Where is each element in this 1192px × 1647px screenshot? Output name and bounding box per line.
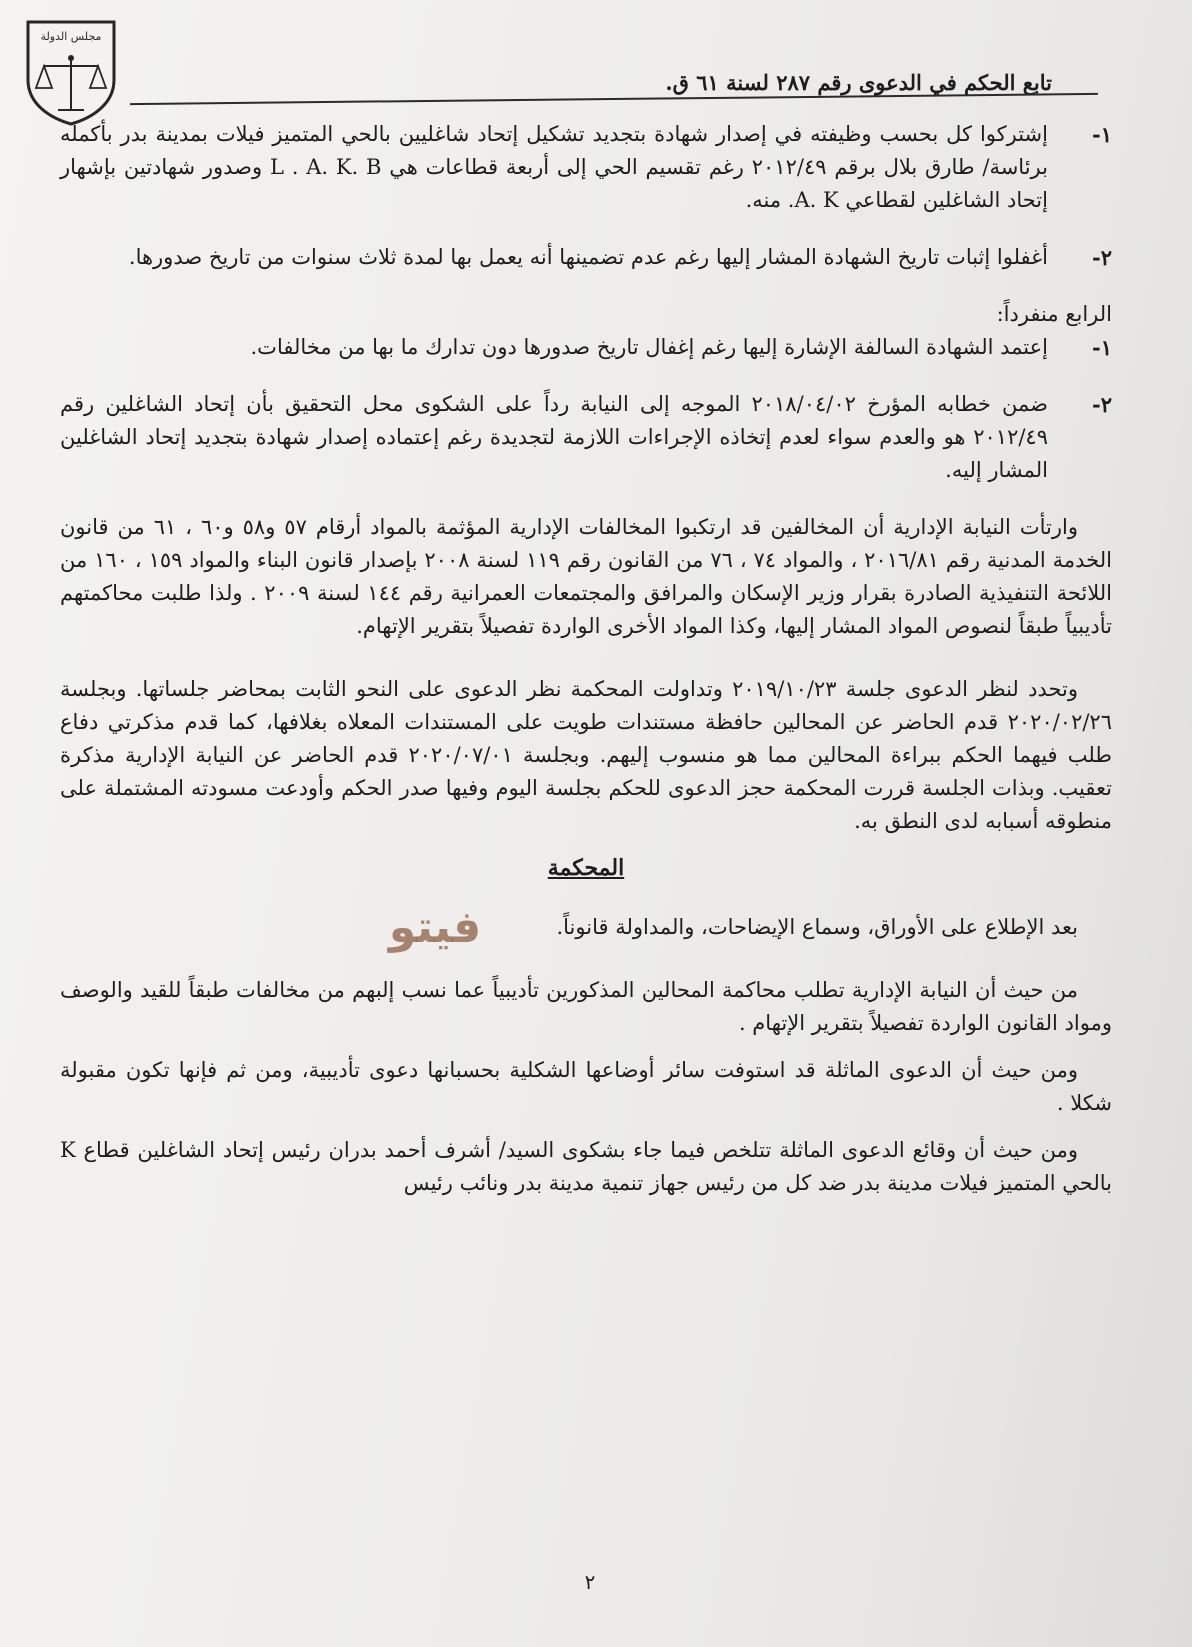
item-number: ١- [1092, 335, 1112, 360]
list-item [60, 241, 1112, 274]
watermark-logo: فيتو [388, 902, 482, 953]
item-number: ١- [1092, 122, 1112, 147]
list-item [60, 388, 1112, 487]
item-text: ضمن خطابه المؤرخ ٢٠١٨/٠٤/٠٢ الموجه إلى النيابة رداً على الشكوى محل التحقيق بأن إتحاد الشاغلين رقم ٢٠١٢/٤٩ هو والعدم سواء لعدم إتخاذه الإجراءات اللازمة لتجديدة رغم إعتماده إصدار شهادة بتجديد إتحاد الشاغلين المشار إليه. [60, 392, 1048, 482]
paragraph-charges: وارتأت النيابة الإدارية أن المخالفين قد ارتكبوا المخالفات الإدارية المؤثمة بالمواد أرقام ٥٧ و٥٨ و٦٠ ، ٦١ من قانون الخدمة المدنية رقم ٢٠١٦/٨١ ، والمواد ٧٤ ، ٧٦ من القانون رقم ١١٩ لسنة ٢٠٠٨ بإصدار قانون البناء والمواد ١٥٩ ، ١٦٠ من اللائحة التنفيذية الصادرة بقرار وزير الإسكان والمرافق والمجتمعات العمرانية رقم ١٤٤ لسنة ٢٠٠٩ . ولذا طلبت محاكمتهم تأديبياً طبقاً لنصوص المواد المشار إليها، وكذا المواد الأخرى الواردة تفصيلاً بتقرير الإتهام. [60, 515, 1112, 638]
paragraph-review: بعد الإطلاع على الأوراق، وسماع الإيضاحات، والمداولة قانوناً. [556, 915, 1078, 939]
item-text: أغفلوا إثبات تاريخ الشهادة المشار إليها رغم عدم تضمينها أنه يعمل بها لمدة ثلاث سنوات من تاريخ صدورها. [128, 245, 1048, 269]
page-number: ٢ [584, 1570, 596, 1594]
page-header: تابع الحكم في الدعوى رقم ٢٨٧ لسنة ٦١ ق. [665, 70, 1052, 95]
paragraph-proceedings: وتحدد لنظر الدعوى جلسة ٢٠١٩/١٠/٢٣ وتداولت المحكمة نظر الدعوى على النحو الثابت بمحاضر جلساتها. وبجلسة ٢٠٢٠/٠٢/٢٦ قدم الحاضر عن المحالين حافظة مستندات طويت على المستندات المعلاه بغلافها، كما قدم مذكرتي دفاع طلب فيهما الحكم ببراءة المحالين مما هو منسوب إليهم. وبجلسة ٢٠٢٠/٠٧/٠١ قدم الحاضر عن النيابة الإدارية مذكرة تعقيب. وبذات الجلسة قررت المحكمة حجز الدعوى للحكم بجلسة اليوم وفيها صدر الحكم وأودعت مسودته المشتملة على منطوقه أسبابه لدى النطق به. [60, 677, 1112, 833]
paragraph-request: من حيث أن النيابة الإدارية تطلب محاكمة المحالين المذكورين تأديبياً عما نسب إلبهم من مخالفات طبقاً للقيد والوصف ومواد القانون الواردة تفصيلاً بتقرير الإتهام . [60, 978, 1112, 1035]
item-number: ٢- [1092, 245, 1112, 270]
list-item [60, 118, 1112, 217]
paragraph-facts: ومن حيث أن وقائع الدعوى الماثلة تتلخص فيما جاء بشكوى السيد/ أشرف أحمد بدران رئيس إتحاد الشاغلين قطاع K بالحي المتميز فيلات مدينة بدر ضد كل من رئيس جهاز تنمية مدينة بدر ونائب رئيس [60, 1138, 1112, 1195]
item-text: إعتمد الشهادة السالفة الإشارة إليها رغم إغفال تاريخ صدورها دون تدارك ما بها من مخالفات. [250, 335, 1048, 359]
paragraph-admissibility: ومن حيث أن الدعوى الماثلة قد استوفت سائر أوضاعها الشكلية بحسبانها دعوى تأديبية، ومن ثم فإنها تكون مقبولة شكلا . [60, 1058, 1112, 1115]
list-item [60, 331, 1112, 364]
section-title: المحكمة [547, 855, 625, 881]
item-number: ٢- [1092, 392, 1112, 417]
item-text: إشتركوا كل بحسب وظيفته في إصدار شهادة بتجديد تشكيل إتحاد شاغليين بالحي المتميز فيلات بمدينة بدر بأكمله برئاسة/ طارق بلال برقم ٢٠١٢/٤٩ رغم تقسيم الحي إلى أربعة قطاعات هي L . A. K. B وصدور شهادتين بإشهار إتحاد الشاغلين لقطاعي A. K. منه. [60, 122, 1048, 212]
seal-text: مجلس الدولة [40, 30, 102, 43]
section-subheading: الرابع منفرداً: [996, 302, 1112, 326]
document-body [60, 118, 1112, 1214]
